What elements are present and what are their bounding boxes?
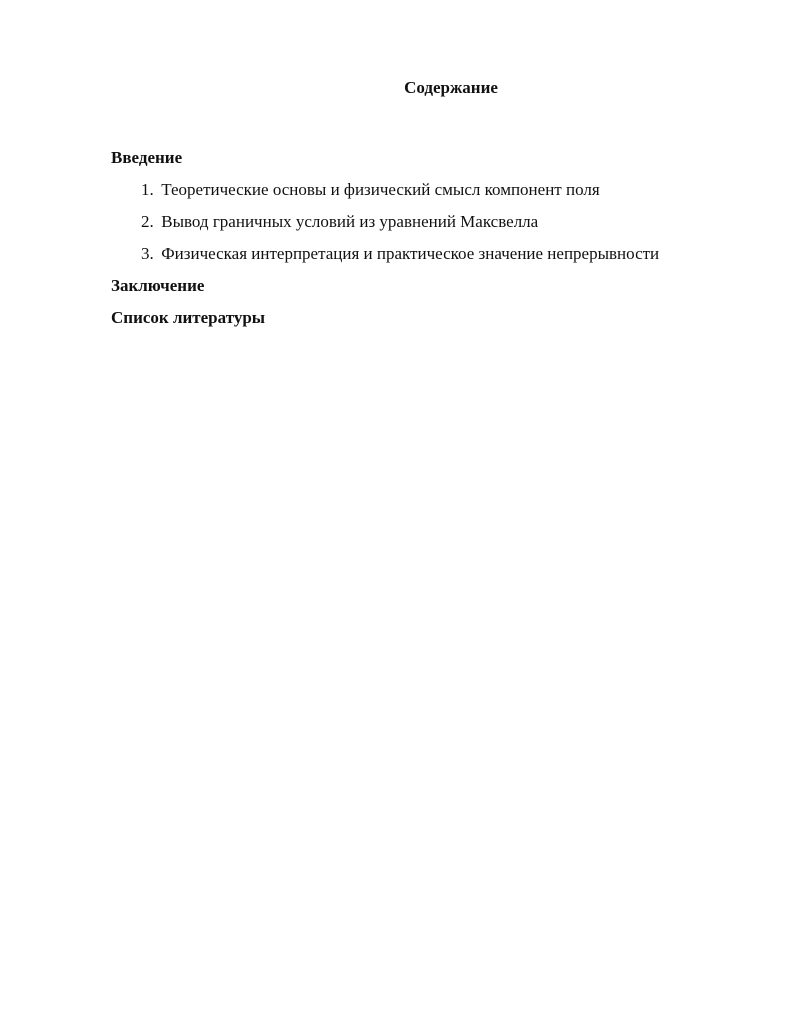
toc-chapter-number: 1. (141, 180, 154, 199)
toc-chapter-number: 3. (141, 244, 154, 263)
page-title: Содержание (404, 78, 498, 97)
toc-chapter-title: Физическая интерпретация и практическое значение непрерывности (161, 244, 660, 263)
toc-chapter-1 (111, 174, 751, 206)
toc-bibliography: Список литературы (111, 308, 266, 327)
toc-chapter-title: Теоретические основы и физический смысл компонент поля (161, 180, 600, 199)
toc-chapter-2 (111, 206, 751, 238)
toc-chapter-3 (111, 238, 751, 270)
toc-chapter-number: 2. (141, 212, 154, 231)
toc-introduction: Введение (111, 148, 183, 167)
toc-chapter-title: Вывод граничных условий из уравнений Максвелла (161, 212, 539, 231)
toc-conclusion: Заключение (111, 276, 205, 295)
table-of-contents (111, 142, 751, 334)
